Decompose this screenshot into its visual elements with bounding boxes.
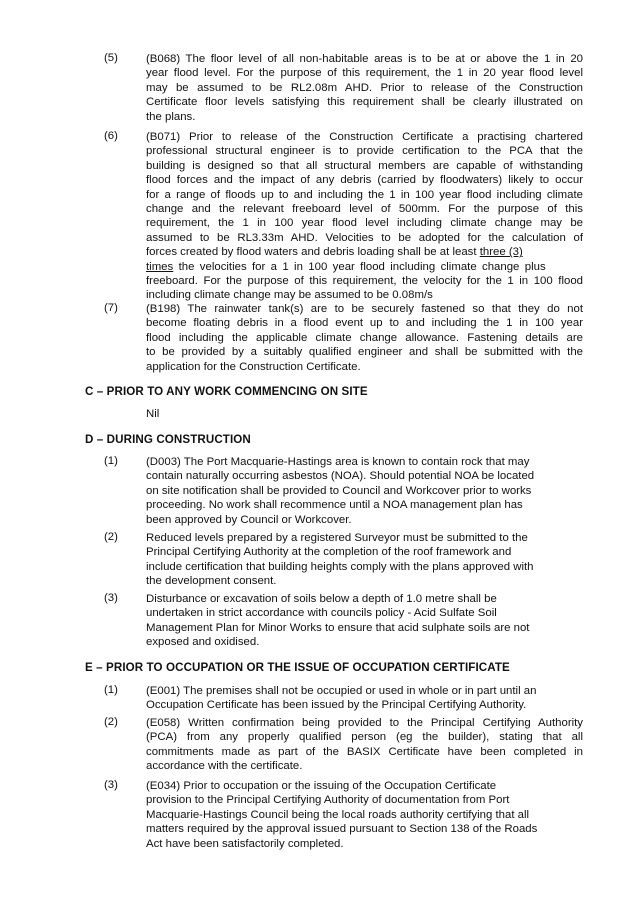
text-line: for a range of floods up to and including the 1 in 100 year flood including climate <box>146 188 583 201</box>
item-text <box>146 531 583 589</box>
text-line: (E058) Written confirmation being provided to the Principal Certifying Authority <box>146 717 583 729</box>
item-number: (2) <box>104 531 118 543</box>
text-line: exposed and oxidised. <box>146 636 260 649</box>
text-line: (B198) The rainwater tank(s) are to be securely fastened so that they do not <box>146 303 583 315</box>
text-line: flood forces and the impact of any debris (carried by floodwaters) likely to occur <box>146 174 583 187</box>
item-number: (3) <box>104 592 118 604</box>
text-line: (B071) Prior to release of the Construction Certificate a practising chartered <box>146 131 583 143</box>
item-text <box>146 130 583 303</box>
item-number: (1) <box>104 684 118 696</box>
text-line: Disturbance or excavation of soils below a depth of 1.0 metre shall be <box>146 593 497 605</box>
text-line: change and the relevant freeboard level of 500mm. For the purpose of this <box>146 203 583 216</box>
section-c-body: Nil <box>146 408 160 420</box>
text-line: year flood level. For the purpose of this requirement, the 1 in 20 year flood level <box>146 67 583 80</box>
text-line: Certificate floor levels satisfying this requirement shall be clearly illustrated on <box>146 96 583 109</box>
item-text <box>146 52 583 124</box>
item-text <box>146 684 583 713</box>
text-line: (PCA) from any properly qualified person (eg the builder), stating that all <box>146 731 583 744</box>
text-line: building is designed so that all structural members are capable of withstanding <box>146 159 583 172</box>
text-line: become floating debris in a flood event up to and including the 1 in 100 year <box>146 317 583 330</box>
text-line: (E034) Prior to occupation or the issuing of the Occupation Certificate <box>146 780 497 792</box>
text-line: provision to the Principal Certifying Authority of documentation from Port <box>146 794 510 807</box>
text-line: may be assumed to be RL2.08m AHD. Prior to release of the Construction <box>146 81 583 94</box>
text-line: assumed to be RL3.33m AHD. Velocities to be adopted for the calculation of <box>146 231 583 244</box>
text-line: (D003) The Port Macquarie-Hastings area is known to contain rock that may <box>146 456 530 468</box>
text-line: commitments made as part of the BASIX Certificate have been completed in <box>146 745 583 758</box>
text-line: (B068) The floor level of all non-habitable areas is to be at or above the 1 in 20 <box>146 53 583 65</box>
item-number: (7) <box>104 302 118 314</box>
item-text <box>146 779 583 851</box>
text-line: been approved by Council or Workcover. <box>146 513 352 526</box>
text-line: on site notification shall be provided to Council and Workcover prior to works <box>146 484 532 497</box>
text-line: the development consent. <box>146 575 277 588</box>
item-text <box>146 455 583 527</box>
text-line: Act have been satisfactorily completed. <box>146 837 344 850</box>
underlined-text: three (3) <box>479 246 523 259</box>
item-number: (5) <box>104 52 118 64</box>
section-e-heading: E – PRIOR TO OCCUPATION OR THE ISSUE OF OCCUPATION CERTIFICATE <box>85 661 510 674</box>
item-text <box>146 592 583 650</box>
text-line: to be provided by a suitably qualified engineer and shall be submitted with the <box>146 346 583 359</box>
item-number: (6) <box>104 130 118 142</box>
text-line: the plans. <box>146 110 196 123</box>
item-number: (1) <box>104 455 118 467</box>
text-line: Reduced levels prepared by a registered Surveyor must be submitted to the <box>146 532 528 544</box>
text-line: Principal Certifying Authority at the completion of the roof framework and <box>146 546 512 559</box>
text-line: professional structural engineer is to provide certification to the PCA that the <box>146 145 583 158</box>
underlined-text: times <box>146 260 174 273</box>
text-line: (E001) The premises shall not be occupied or used in whole or in part until an <box>146 685 537 697</box>
item-number: (2) <box>104 716 118 728</box>
text-line: Management Plan for Minor Works to ensure that acid sulphate soils are not <box>146 621 530 634</box>
text-line: times the velocities for a 1 in 100 year flood including climate change plus <box>146 260 546 273</box>
section-d-heading: D – DURING CONSTRUCTION <box>85 433 251 446</box>
item-number: (3) <box>104 779 118 791</box>
text-line: accordance with the certificate. <box>146 760 303 773</box>
item-text <box>146 716 583 774</box>
text-line: forces created by flood waters and debris loading shall be at least three (3) <box>146 246 523 259</box>
text-line: freeboard. For the purpose of this requirement, the velocity for the 1 in 100 flood <box>146 275 583 288</box>
text-line: undertaken in strict accordance with councils policy - Acid Sulfate Soil <box>146 607 497 620</box>
text-line: Occupation Certificate has been issued by the Principal Certifying Authority. <box>146 699 527 712</box>
text-line: requirement, the 1 in 100 year flood level including climate change may be <box>146 217 583 230</box>
text-line: Macquarie-Hastings Council being the local roads authority certifying that all <box>146 808 530 821</box>
text-line: contain naturally occurring asbestos (NOA). Should potential NOA be located <box>146 470 535 483</box>
text-line: include certification that building heights comply with the plans approved with <box>146 560 534 573</box>
text-line: matters required by the approval issued pursuant to Section 138 of the Roads <box>146 823 538 836</box>
text-line: including climate change may be assumed to be 0.08m/s <box>146 289 433 302</box>
section-c-heading: C – PRIOR TO ANY WORK COMMENCING ON SITE <box>85 385 368 398</box>
text-line: flood including the applicable climate change allowance. Fastening details are <box>146 331 583 344</box>
text-line: proceeding. No work shall recommence until a NOA management plan has <box>146 499 523 512</box>
text-line: application for the Construction Certificate. <box>146 360 361 373</box>
item-text <box>146 302 583 374</box>
